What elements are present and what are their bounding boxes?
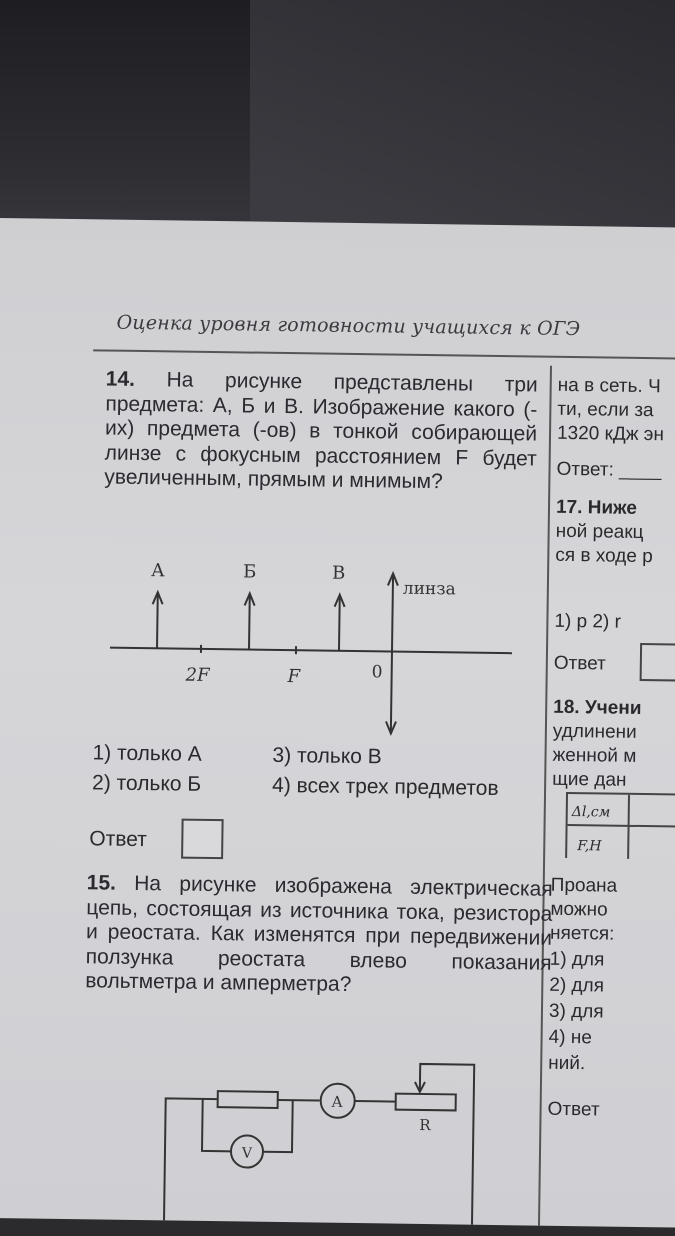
question-14-options xyxy=(93,739,553,745)
axis-label-2f: 2F xyxy=(184,665,211,686)
rc-line-14: Проана xyxy=(551,874,618,899)
rheostat xyxy=(396,1094,456,1111)
object-b-arrow xyxy=(244,593,255,649)
rc-line-2: ти, если за xyxy=(557,398,654,423)
ammeter-label: A xyxy=(331,1093,343,1111)
question-14-number: 14. xyxy=(106,367,136,390)
rc-answer-box-17[interactable] xyxy=(640,643,675,682)
optical-axis xyxy=(110,648,512,654)
question-14-text: На рисунке представлены три предмета: А, Б и В. Изображение какого (-их) предмета (-ов) в тонкой собирающей линзе с фокусным расстоянием F будет увеличенным, прямым и мнимым? xyxy=(104,368,538,493)
answer-label-14: Ответ xyxy=(89,827,147,852)
object-label-c: В xyxy=(332,563,346,584)
rc-line-19: 3) для xyxy=(549,1000,604,1025)
right-column xyxy=(546,374,675,1236)
rheostat-slider xyxy=(418,1064,474,1225)
option-1[interactable]: 1) только А xyxy=(92,739,202,769)
rc-line-7: ся в ходе р xyxy=(555,544,653,569)
rc-line-21: ний. xyxy=(548,1052,585,1077)
rc-line-20: 4) не xyxy=(548,1026,592,1051)
object-label-a: А xyxy=(151,560,165,581)
worksheet-page xyxy=(0,218,675,1228)
option-3[interactable]: 3) только В xyxy=(272,742,382,772)
rc-line-12: женной м xyxy=(552,744,636,769)
rc-line-3: 1320 кДж эн xyxy=(557,422,664,447)
rc-line-4: Ответ: ____ xyxy=(556,458,661,483)
option-2[interactable]: 2) только Б xyxy=(92,769,201,799)
rc-line-10: 18. Учени xyxy=(553,696,642,721)
table-label-f: F,H xyxy=(577,834,602,858)
page-header: Оценка уровня готовности учащихся к ОГЭ xyxy=(116,312,580,340)
rc-line-6: ной реакц xyxy=(556,520,644,545)
lens-figure xyxy=(101,541,524,737)
axis-label-f: F xyxy=(286,666,301,687)
question-15-text: На рисунке изображена электрическая цепь, состоящая из источника тока, резистора и реостата. Как изменятся при передвижении ползунка реостата влево показания вольтметра и амперметра? xyxy=(85,872,553,996)
rc-line-1: на в сеть. Ч xyxy=(558,374,661,399)
rc-data-table xyxy=(565,792,675,860)
object-a-arrow xyxy=(152,592,163,648)
lens-line xyxy=(386,573,398,733)
table-row-divider xyxy=(568,824,675,828)
rc-line-5: 17. Ниже xyxy=(556,496,637,521)
rc-line-16: няется: xyxy=(550,922,615,947)
question-15 xyxy=(85,871,553,1000)
circuit-diagram xyxy=(156,1050,498,1225)
rc-line-8: 1) p 2) r xyxy=(554,610,621,635)
resistor xyxy=(218,1091,278,1108)
header-rule xyxy=(93,349,675,359)
object-c-arrow xyxy=(334,595,345,651)
circuit-wire-main xyxy=(164,1098,218,1221)
question-15-number: 15. xyxy=(87,871,117,894)
question-14 xyxy=(104,367,538,496)
lens-label: линза xyxy=(403,579,456,600)
option-4[interactable]: 4) всех трех предметов xyxy=(272,772,499,803)
rc-line-11: удлинени xyxy=(553,720,637,745)
rheostat-label: R xyxy=(419,1116,431,1134)
object-label-b: Б xyxy=(243,561,257,582)
rc-line-9: Ответ xyxy=(554,652,606,677)
rc-line-15: можно xyxy=(550,898,608,923)
rc-line-17: 1) для xyxy=(550,948,605,973)
voltmeter-label: V xyxy=(241,1145,253,1161)
rc-line-18: 2) для xyxy=(549,974,604,999)
rc-line-13: щие дан xyxy=(552,768,627,793)
rc-line-22: Ответ xyxy=(547,1098,599,1123)
background-fold xyxy=(250,0,675,260)
answer-box-14[interactable] xyxy=(181,819,224,860)
table-label-dl: Δl,см xyxy=(572,800,611,825)
axis-label-0: 0 xyxy=(372,662,383,682)
